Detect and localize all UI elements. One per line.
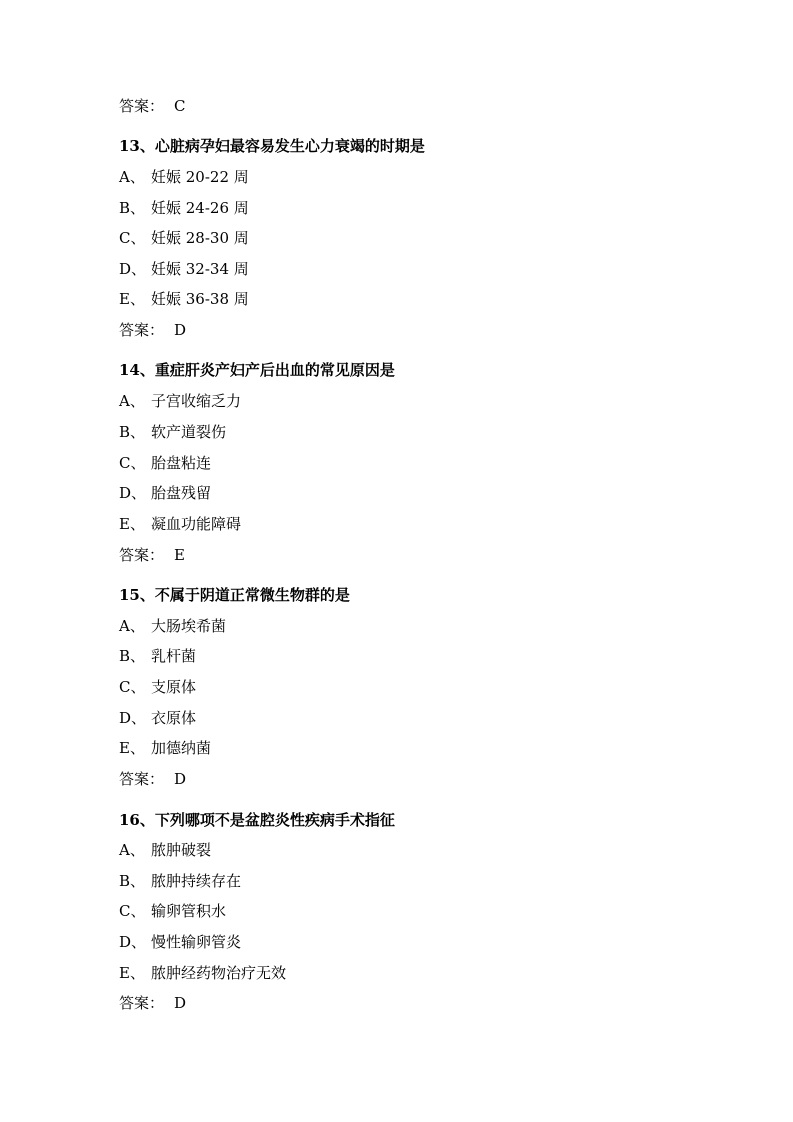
option-item: [119, 197, 249, 219]
option-letter: A、: [119, 841, 145, 859]
option-text: 妊娠 36-38 周: [151, 290, 249, 308]
option-letter: A、: [119, 392, 145, 410]
option-letter: A、: [119, 617, 145, 635]
question-title: 15、不属于阴道正常微生物群的是: [119, 586, 350, 604]
answer-label: 答案：: [119, 97, 165, 115]
option-text: 脓肿持续存在: [151, 872, 242, 890]
option-item: [119, 737, 211, 759]
option-letter: D、: [119, 709, 147, 727]
option-item: [119, 452, 211, 474]
option-item: [119, 258, 249, 280]
question-title: 13、心脏病孕妇最容易发生心力衰竭的时期是: [119, 137, 425, 155]
answer-value: D: [174, 994, 187, 1012]
option-text: 胎盘粘连: [151, 454, 212, 472]
option-item: [119, 676, 196, 698]
option-letter: C、: [119, 229, 146, 247]
answer-label: 答案：: [119, 546, 165, 564]
option-letter: B、: [119, 647, 146, 665]
option-letter: D、: [119, 933, 147, 951]
option-text: 加德纳菌: [151, 739, 212, 757]
option-item: [119, 227, 249, 249]
option-item: [119, 870, 241, 892]
option-item: [119, 421, 226, 443]
option-letter: D、: [119, 484, 147, 502]
answer-value: C: [174, 97, 186, 115]
option-text: 大肠埃希菌: [151, 617, 227, 635]
option-text: 脓肿经药物治疗无效: [151, 964, 287, 982]
option-text: 凝血功能障碍: [151, 515, 242, 533]
option-item: [119, 839, 211, 861]
option-text: 乳杆菌: [151, 647, 197, 665]
answer-label: 答案：: [119, 321, 165, 339]
answer-label: 答案：: [119, 770, 165, 788]
answer-label: 答案：: [119, 994, 165, 1012]
option-item: [119, 931, 241, 953]
option-text: 妊娠 20-22 周: [151, 168, 249, 186]
answer-value: E: [174, 546, 185, 564]
option-item: [119, 288, 249, 310]
option-text: 妊娠 24-26 周: [151, 199, 249, 217]
option-letter: C、: [119, 454, 146, 472]
option-item: [119, 962, 286, 984]
option-text: 子宫收缩乏力: [151, 392, 242, 410]
option-text: 脓肿破裂: [151, 841, 212, 859]
option-letter: E、: [119, 515, 145, 533]
option-letter: A、: [119, 168, 145, 186]
option-item: [119, 900, 226, 922]
option-text: 慢性输卵管炎: [151, 933, 242, 951]
question-title: 16、下列哪项不是盆腔炎性疾病手术指征: [119, 811, 395, 829]
option-letter: E、: [119, 290, 145, 308]
option-text: 软产道裂伤: [151, 423, 227, 441]
option-text: 输卵管积水: [151, 902, 227, 920]
answer-line: [119, 319, 186, 341]
option-item: [119, 513, 241, 535]
option-item: [119, 166, 249, 188]
option-item: [119, 615, 226, 637]
option-letter: B、: [119, 423, 146, 441]
question-title: 14、重症肝炎产妇产后出血的常见原因是: [119, 361, 395, 379]
option-text: 妊娠 32-34 周: [151, 260, 249, 278]
answer-value: D: [174, 770, 187, 788]
option-text: 支原体: [151, 678, 197, 696]
answer-line: [119, 544, 185, 566]
option-item: [119, 390, 241, 412]
option-text: 妊娠 28-30 周: [151, 229, 249, 247]
option-item: [119, 482, 211, 504]
option-item: [119, 645, 196, 667]
answer-line: [119, 95, 185, 117]
option-letter: C、: [119, 678, 146, 696]
answer-value: D: [174, 321, 187, 339]
option-letter: E、: [119, 739, 145, 757]
option-letter: B、: [119, 199, 146, 217]
option-letter: C、: [119, 902, 146, 920]
option-text: 衣原体: [151, 709, 197, 727]
answer-line: [119, 992, 186, 1014]
option-letter: B、: [119, 872, 146, 890]
option-letter: D、: [119, 260, 147, 278]
option-letter: E、: [119, 964, 145, 982]
answer-line: [119, 768, 186, 790]
option-text: 胎盘残留: [151, 484, 212, 502]
option-item: [119, 707, 196, 729]
